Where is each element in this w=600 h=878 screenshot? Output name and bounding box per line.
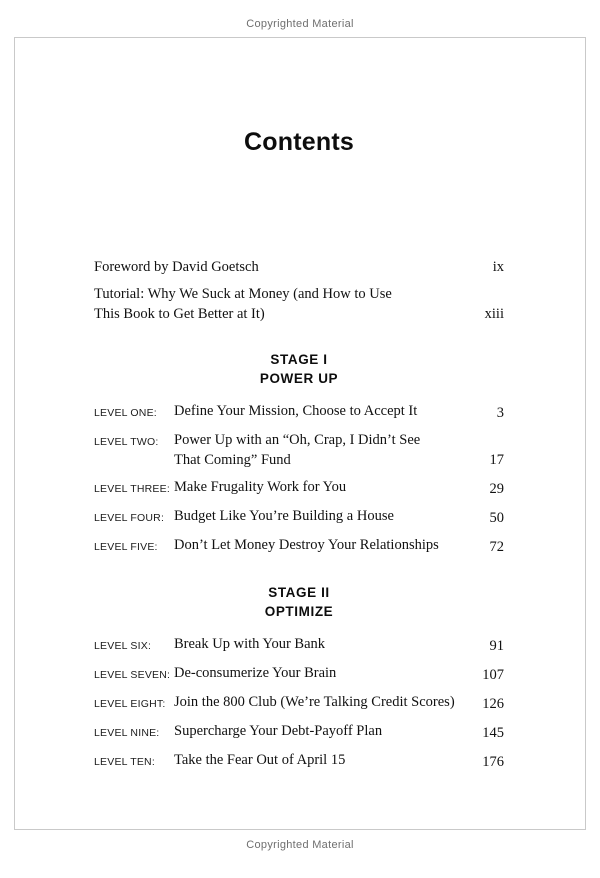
- level-label: LEVEL TWO:: [94, 436, 159, 448]
- level-label: LEVEL SIX:: [94, 640, 152, 652]
- entry-page-number: 72: [489, 539, 504, 555]
- entry-title: Don’t Let Money Destroy Your Relationships: [174, 537, 439, 553]
- stage-subtitle: OPTIMIZE: [264, 604, 334, 619]
- entry-title: Make Frugality Work for You: [174, 479, 347, 495]
- entry-title: Break Up with Your Bank: [174, 636, 326, 652]
- entry-title-line: This Book to Get Better at It): [94, 306, 265, 322]
- copyright-watermark-top: Copyrighted Material: [246, 18, 354, 30]
- entry-title-line: That Coming” Fund: [174, 452, 291, 468]
- entry-page-number: 176: [482, 754, 504, 770]
- toc-entry-level-three: [94, 477, 504, 499]
- entry-page-number: 126: [482, 696, 504, 712]
- entry-title: Budget Like You’re Building a House: [174, 508, 394, 524]
- level-label: LEVEL ONE:: [94, 407, 157, 419]
- entry-title: Join the 800 Club (We’re Talking Credit Scores): [174, 694, 455, 710]
- level-label: LEVEL EIGHT:: [94, 698, 166, 710]
- entry-page-number: 91: [489, 638, 504, 654]
- page-title: Contents: [244, 128, 354, 156]
- level-label: LEVEL FIVE:: [94, 541, 158, 553]
- entry-page-number: 50: [489, 510, 504, 526]
- book-page: [14, 37, 586, 830]
- toc-entry-level-eight: [94, 692, 504, 714]
- level-label: LEVEL TEN:: [94, 756, 155, 768]
- stage-name: STAGE II: [268, 585, 330, 600]
- toc-entry-foreword: [94, 257, 504, 277]
- entry-title: [174, 430, 466, 470]
- entry-title: Define Your Mission, Choose to Accept It: [174, 403, 418, 419]
- entry-page-number: 29: [489, 481, 504, 497]
- level-label: LEVEL NINE:: [94, 727, 160, 739]
- entry-title: De-consumerize Your Brain: [174, 665, 337, 681]
- entry-title-line: Power Up with an “Oh, Crap, I Didn’t See: [174, 432, 421, 448]
- entry-title: Supercharge Your Debt-Payoff Plan: [174, 723, 383, 739]
- toc-entry-level-five: [94, 535, 504, 557]
- stage-heading-2: [94, 583, 504, 621]
- level-label: LEVEL THREE:: [94, 483, 170, 495]
- entry-page-number: ix: [492, 259, 504, 275]
- entry-page-number: 107: [482, 667, 504, 683]
- toc-entry-level-one: [94, 401, 504, 423]
- stage-name: STAGE I: [270, 352, 328, 367]
- entry-title: Take the Fear Out of April 15: [174, 752, 346, 768]
- toc-entry-level-ten: [94, 750, 504, 772]
- entry-title-line: Tutorial: Why We Suck at Money (and How to Use: [94, 286, 392, 302]
- toc-entry-level-six: [94, 634, 504, 656]
- stage-subtitle: POWER UP: [259, 371, 339, 386]
- toc-entry-level-seven: [94, 663, 504, 685]
- level-label: LEVEL FOUR:: [94, 512, 165, 524]
- copyright-watermark-bottom: Copyrighted Material: [246, 839, 354, 851]
- entry-title: Foreword by David Goetsch: [94, 259, 259, 275]
- level-label: LEVEL SEVEN:: [94, 669, 171, 681]
- entry-page-number: xiii: [484, 306, 504, 322]
- toc-entry-tutorial: [94, 284, 504, 324]
- toc-entry-level-nine: [94, 721, 504, 743]
- toc-entry-level-two: [94, 430, 504, 470]
- entry-page-number: 17: [489, 452, 504, 468]
- stage-heading-1: [94, 350, 504, 388]
- entry-title: [94, 284, 466, 324]
- entry-page-number: 3: [496, 405, 504, 421]
- entry-page-number: 145: [482, 725, 504, 741]
- toc-entry-level-four: [94, 506, 504, 528]
